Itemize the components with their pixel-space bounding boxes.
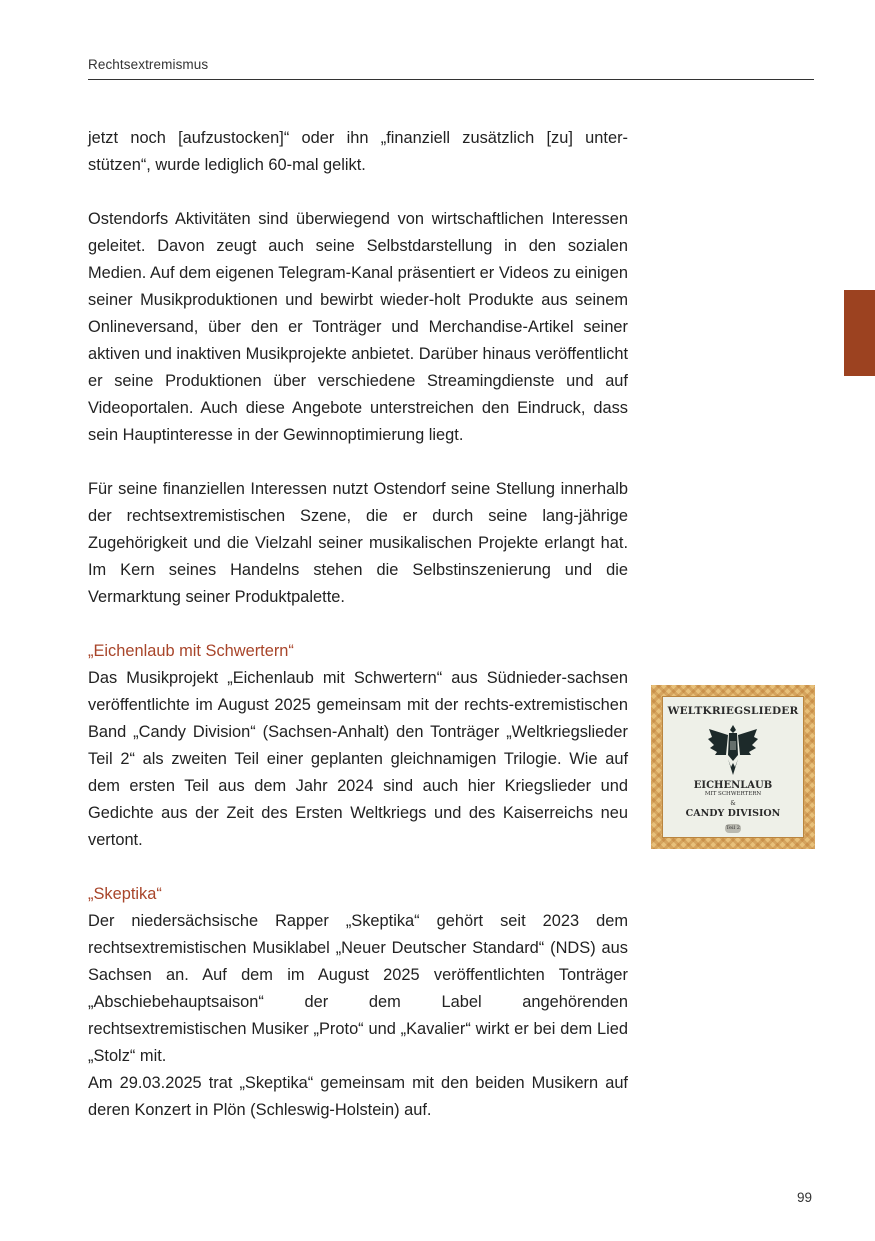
- page-number: 99: [797, 1190, 813, 1205]
- text-line: (NDS) aus Sachsen an. Auf dem im August 2025 veröffentlichten: [88, 939, 628, 984]
- text-line: Angebote unterstreichen den Eindruck, dass sein Hauptinteresse in: [88, 399, 628, 444]
- text-line: holt Produkte aus seinem Onlineversand, über den er Tonträger und: [88, 291, 628, 336]
- album-cover-title: WELTKRIEGSLIEDER: [667, 705, 799, 717]
- album-cover-panel: [662, 696, 804, 838]
- text-line: sozialen Medien. Auf dem eigenen Telegram-Kanal präsentiert er: [88, 237, 628, 282]
- text-line: innerhalb der rechtsextremistischen Szene, die er durch seine lang-: [88, 480, 628, 525]
- text-line: Interessen geleitet. Davon zeugt auch seine Selbstdarstellung in den: [88, 210, 628, 255]
- text-line: Videos zu einigen seiner Musikproduktionen und bewirbt wieder-: [88, 264, 629, 309]
- text-line: dem Lied „Stolz“ mit.: [88, 1020, 628, 1065]
- text-line: Am 29.03.2025 trat „Skeptika“ gemeinsam mit den beiden Musikern: [88, 1074, 599, 1092]
- album-cover-image: [651, 685, 815, 849]
- text-line: erlangt hat. Im Kern seines Handelns stehen die Selbstinszenierung: [88, 534, 628, 579]
- section-heading-eichenlaub: „Eichenlaub mit Schwertern“: [88, 642, 294, 660]
- section-heading-skeptika: „Skeptika“: [88, 885, 162, 903]
- text-line: Das Musikprojekt „Eichenlaub mit Schwertern“ aus Südnieder-: [88, 669, 567, 687]
- text-line: sachsen veröffentlichte im August 2025 gemeinsam mit der rechts-: [88, 669, 628, 714]
- chapter-tab-marker: [844, 290, 875, 376]
- album-cover-volume-badge: Teil 2: [726, 825, 740, 831]
- album-cover-connector: &: [730, 800, 736, 807]
- eagle-icon: [707, 721, 759, 779]
- text-line: rechtsextremistischen Musiklabel „Neuer Deutscher Standard“: [88, 939, 545, 957]
- text-line: Weltkriegs und des Kaiserreichs neu vertont.: [88, 804, 628, 849]
- text-line: rechtsextremistischen Musiker „Proto“ und „Kavalier“ wirkt er bei: [88, 1020, 556, 1038]
- text-line: Für seine finanziellen Interessen nutzt Ostendorf seine Stellung: [88, 480, 556, 498]
- text-line: anbietet. Darüber hinaus veröffentlicht er seine Produktionen über: [88, 345, 629, 390]
- paragraph-intro-2: [88, 206, 628, 449]
- album-cover-artist-2: CANDY DIVISION: [685, 808, 781, 819]
- paragraph-eichenlaub: [88, 665, 628, 854]
- paragraph-intro-1: [88, 125, 628, 179]
- text-line: Merchandise-Artikel seiner aktiven und inaktiven Musikprojekte: [88, 318, 629, 363]
- text-line: jährige Zugehörigkeit und die Vielzahl seiner musikalischen Projekte: [88, 507, 628, 552]
- paragraph-skeptika: [88, 908, 628, 1070]
- text-line: Ostendorfs Aktivitäten sind überwiegend von wirtschaftlichen: [88, 210, 544, 228]
- text-line: stützen“, wurde lediglich 60-mal gelikt.: [88, 156, 366, 174]
- text-line: und die Vermarktung seiner Produktpalette.: [88, 561, 628, 606]
- paragraph-skeptika-concert: [88, 1070, 628, 1124]
- text-line: der Gewinnoptimierung liegt.: [254, 426, 464, 444]
- text-line: verschiedene Streamingdienste und auf Videoportalen. Auch diese: [88, 372, 628, 417]
- album-cover-artist-1: EICHENLAUB MIT SCHWERTERN: [693, 780, 773, 797]
- text-line: extremistischen Band „Candy Division“ (Sachsen-Anhalt) den: [88, 696, 628, 741]
- paragraph-intro-3: [88, 476, 628, 611]
- text-line: jetzt noch [aufzustocken]“ oder ihn „finanziell zusätzlich [zu] unter-: [88, 129, 628, 147]
- text-line: Tonträger „Abschiebehauptsaison“ der dem Label angehörenden: [88, 966, 628, 1011]
- header-rule: [88, 79, 814, 80]
- text-line: sind auch hier Kriegslieder und Gedichte aus der Zeit des Ersten: [88, 777, 628, 822]
- main-text-column: [88, 125, 628, 1124]
- running-title: Rechtsextremismus: [88, 57, 209, 72]
- text-line: auf deren Konzert in Plön (Schleswig-Holstein) auf.: [88, 1074, 628, 1119]
- text-line: Tonträger „Weltkriegslieder Teil 2“ als zweiten Teil einer geplanten: [88, 723, 628, 768]
- text-line: gleichnamigen Trilogie. Wie auf dem ersten Teil aus dem Jahr 2024: [88, 750, 629, 795]
- text-line: Der niedersächsische Rapper „Skeptika“ gehört seit 2023 dem: [88, 912, 628, 930]
